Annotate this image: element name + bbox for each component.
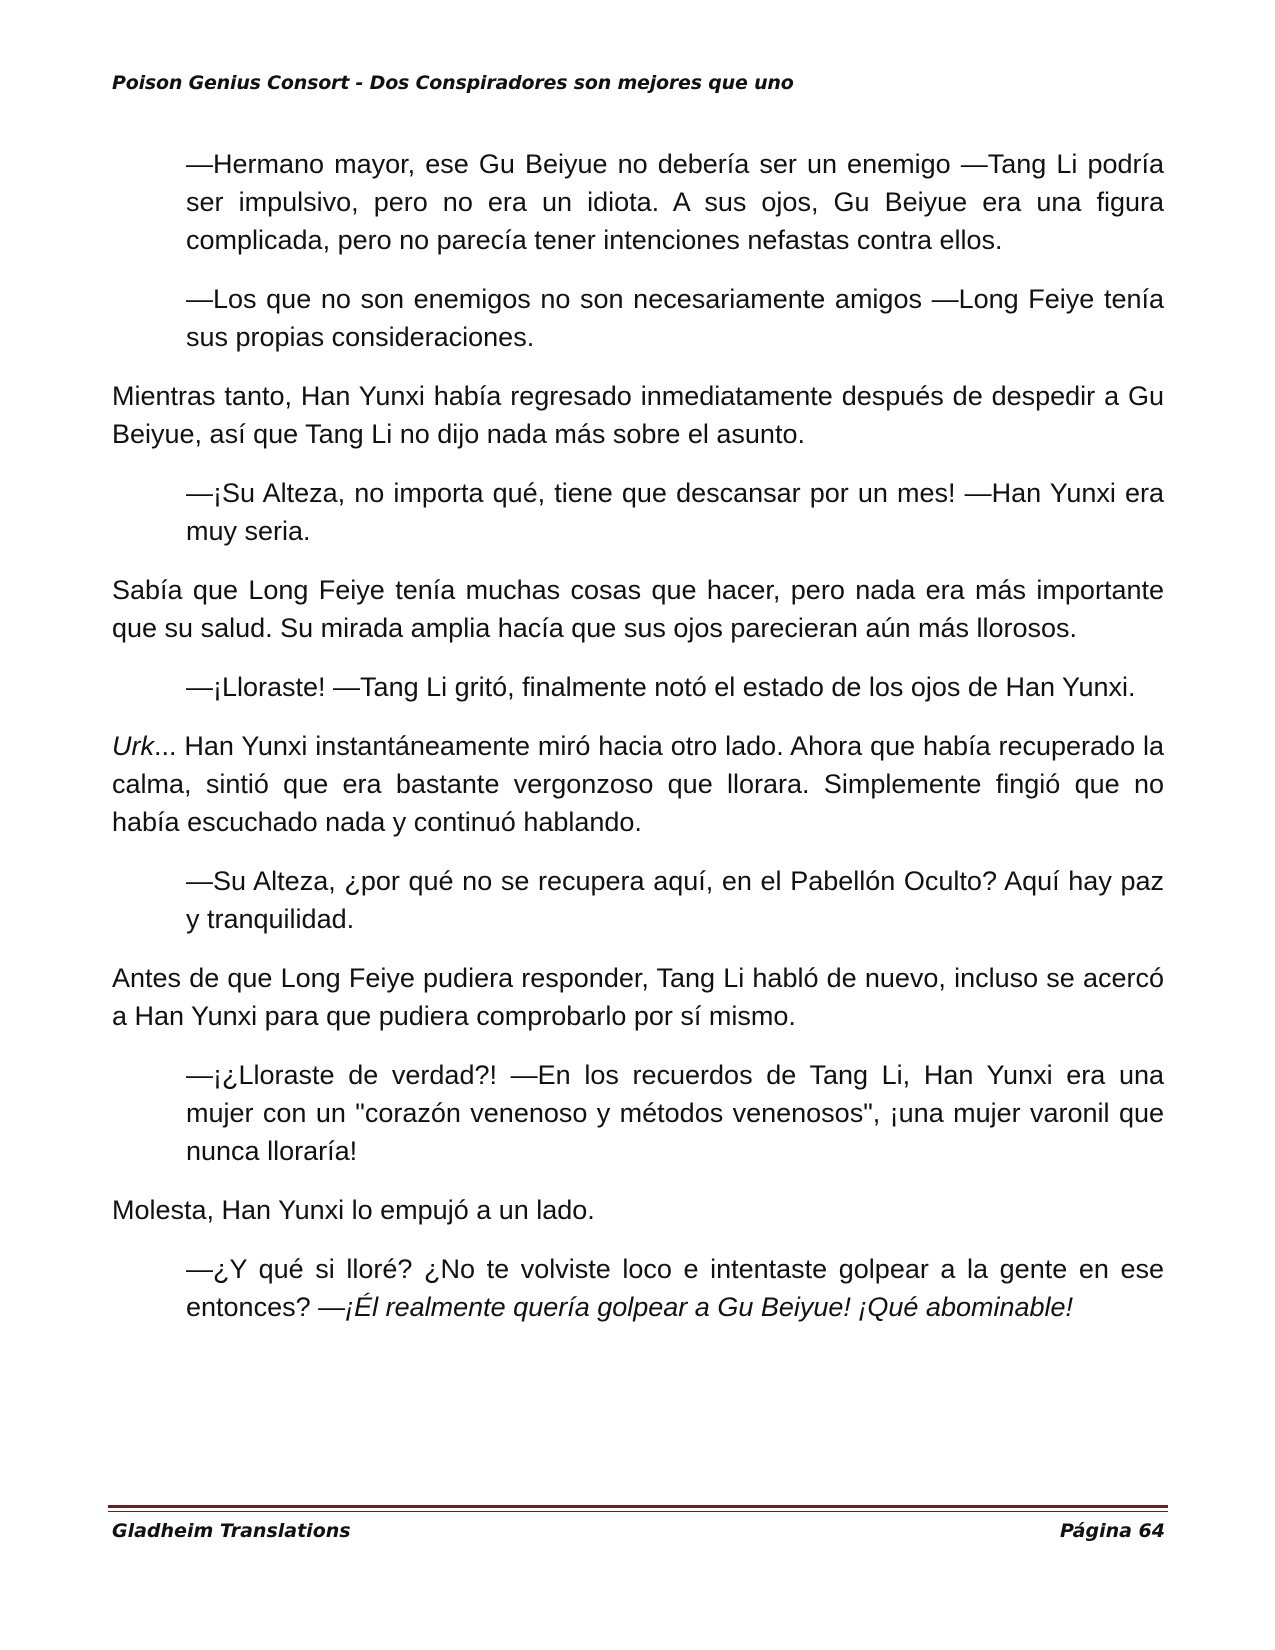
footer-divider-thin [108,1511,1168,1512]
paragraph-dialogue [186,1250,1164,1326]
paragraph-dialogue: —¡¿Lloraste de verdad?! —En los recuerdos de Tang Li, Han Yunxi era una mujer con un "corazón venenoso y métodos venenosos", ¡una mujer varonil que nunca lloraría! [186,1060,1164,1166]
footer-divider [108,1505,1168,1508]
paragraph-dialogue: —Su Alteza, ¿por qué no se recupera aquí, en el Pabellón Oculto? Aquí hay paz y tranquilidad. [186,866,1164,934]
paragraph-narration: Sabía que Long Feiye tenía muchas cosas que hacer, pero nada era más importante que su salud. Su mirada amplia hacía que sus ojos parecieran aún más llorosos. [112,575,1164,643]
paragraph-dialogue: —Los que no son enemigos no son necesariamente amigos —Long Feiye tenía sus propias consideraciones. [186,284,1164,352]
paragraph-text: ... Han Yunxi instantáneamente miró hacia otro lado. Ahora que había recuperado la calma, sintió que era bastante vergonzoso que llorara. Simplemente fingió que no había escuchado nada y continuó hablando. [112,731,1164,837]
italic-interjection: Urk [112,731,154,761]
paragraph-narration: Mientras tanto, Han Yunxi había regresado inmediatamente después de despedir a Gu Beiyue, así que Tang Li no dijo nada más sobre el asunto. [112,381,1164,449]
paragraph-dialogue: —Hermano mayor, ese Gu Beiyue no debería ser un enemigo —Tang Li podría ser impulsivo, pero no era un idiota. A sus ojos, Gu Beiyue era una figura complicada, pero no parecía tener intenciones nefastas contra ellos. [186,149,1164,255]
footer-publisher: Gladheim Translations [112,1520,351,1542]
paragraph-narration: Molesta, Han Yunxi lo empujó a un lado. [112,1195,595,1225]
running-header: Poison Genius Consort - Dos Conspiradores son mejores que uno [112,72,794,94]
paragraph-dialogue: —¡Su Alteza, no importa qué, tiene que descansar por un mes! —Han Yunxi era muy seria. [186,478,1164,546]
page-number: Página 64 [1059,1520,1165,1542]
paragraph-dialogue: —¡Lloraste! —Tang Li gritó, finalmente notó el estado de los ojos de Han Yunxi. [186,672,1136,702]
paragraph-text: —¿Y qué si lloré? ¿No te volviste loco e intentaste golpear a la gente en ese entonces? — [186,1254,1164,1322]
paragraph-narration: Antes de que Long Feiye pudiera responder, Tang Li habló de nuevo, incluso se acercó a Han Yunxi para que pudiera comprobarlo por sí mismo. [112,963,1164,1031]
page-body [112,145,1164,1347]
italic-thought: ¡Él realmente quería golpear a Gu Beiyue! ¡Qué abominable! [345,1292,1074,1322]
paragraph-narration [112,727,1164,841]
